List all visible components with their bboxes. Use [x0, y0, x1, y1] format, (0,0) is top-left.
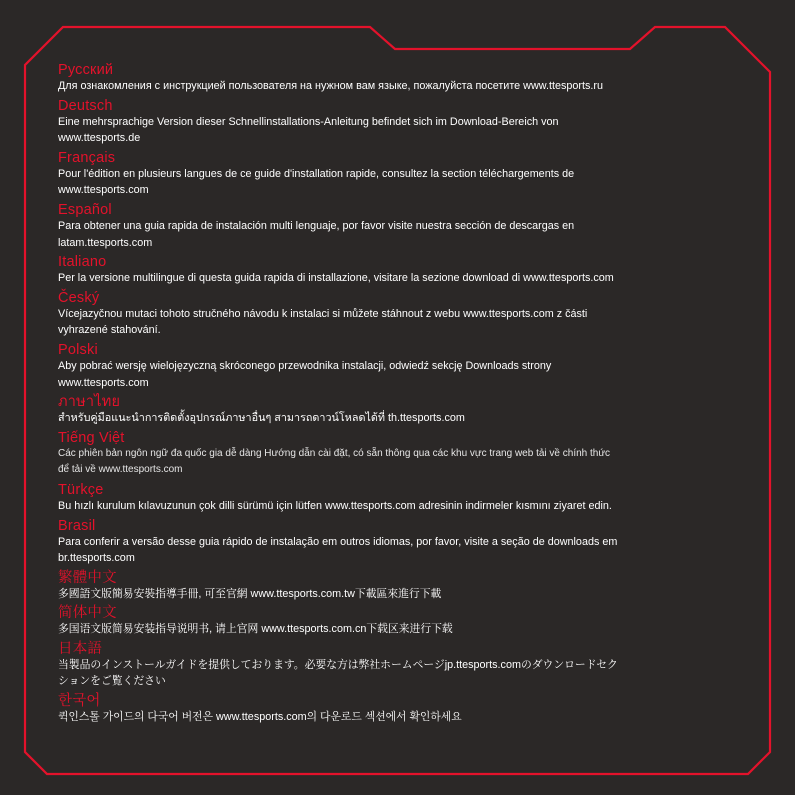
language-block-polish: [58, 342, 748, 394]
language-block-korean: [58, 693, 748, 729]
language-description: Per la versione multilingue di questa guida rapida di installazione, visitare la sezione download di www.ttesports.com: [58, 272, 614, 285]
language-heading: Brasil: [58, 517, 96, 534]
language-description: Eine mehrsprachige Version dieser Schnellinstallations-Anleitung befindet sich im Download-Bereich von www.ttesports.de: [58, 115, 559, 145]
language-heading: Tiếng Việt: [58, 429, 125, 446]
language-description: 퀵인스톨 가이드의 다국어 버전은 www.ttesports.com의 다운로드 섹션에서 확인하세요: [58, 711, 462, 724]
language-block-french: [58, 150, 748, 202]
language-block-japanese: [58, 641, 748, 693]
language-block-brazilian: [58, 518, 748, 570]
language-description: 多国语文版简易安装指导说明书, 请上官网 www.ttesports.com.cn下载区来进行下载: [58, 623, 453, 636]
language-description: Aby pobrać wersję wielojęzyczną skróconego przewodnika instalacji, odwiedź sekcję Downloads strony www.ttesports.com: [58, 359, 552, 389]
language-block-russian: [58, 62, 748, 98]
language-block-italian: [58, 254, 748, 290]
language-description: 多國語文版簡易安裝指導手冊, 可至官網 www.ttesports.com.tw下載區來進行下載: [58, 587, 442, 600]
language-heading: 日本語: [58, 640, 103, 657]
language-block-turkish: [58, 482, 748, 518]
language-description: Para conferir a versão desse guia rápido de instalação em outros idiomas, por favor, visite a seção de downloads em br.ttesports.com: [58, 535, 618, 565]
language-heading: Italiano: [58, 254, 107, 271]
language-heading: Français: [58, 149, 116, 166]
language-block-thai: [58, 394, 748, 430]
language-heading: Polski: [58, 341, 98, 358]
language-heading: 한국어: [58, 693, 101, 710]
language-description: Các phiên bản ngôn ngữ đa quốc gia dễ dàng Hướng dẫn cài đặt, có sẵn thông qua các khu vực trang web tải về chính thức để tải về www.ttesports.com: [58, 447, 611, 476]
language-description: Vícejazyčnou mutaci tohoto stručného návodu k instalaci si můžete stáhnout z webu www.ttesports.com z části vyhrazené stahování.: [58, 307, 588, 337]
language-block-spanish: [58, 202, 748, 254]
language-heading: Deutsch: [58, 97, 113, 114]
language-heading: ภาษาไทย: [58, 394, 121, 411]
language-block-czech: [58, 290, 748, 342]
language-description: Для ознакомления с инструкцией пользователя на нужном вам языке, пожалуйста посетите www.ttesports.ru: [58, 80, 603, 92]
language-description: สำหรับคู่มือแนะนำการติดตั้งอุปกรณ์ภาษาอื่นๆ สามารถดาวน์โหลดได้ที่ th.ttesports.com: [58, 412, 465, 425]
language-block-simplified-chinese: [58, 605, 748, 641]
language-heading: 简体中文: [58, 605, 117, 622]
language-heading: Český: [58, 289, 100, 306]
language-heading: Español: [58, 201, 112, 218]
language-heading: Türkçe: [58, 481, 104, 498]
language-block-traditional-chinese: [58, 570, 748, 606]
language-description: Pour l'édition en plusieurs langues de ce guide d'installation rapide, consultez la section téléchargements de www.ttesports.com: [58, 167, 575, 197]
language-description: Bu hızlı kurulum kılavuzunun çok dilli sürümü için lütfen www.ttesports.com adresinin indirmeler kısmını ziyaret edin.: [58, 499, 612, 512]
language-description: Para obtener una guia rapida de instalación multi lenguaje, por favor visite nuestra sección de descargas en latam.ttesports.com: [58, 219, 575, 249]
language-block-german: [58, 98, 748, 150]
language-description: 当製品のインストールガイドを提供しております。必要な方は弊社ホームページjp.ttesports.comのダウンロードセク ションをご覧ください: [58, 658, 618, 688]
language-heading: Русский: [58, 62, 114, 78]
language-heading: 繁體中文: [58, 569, 117, 586]
language-list: [58, 62, 748, 729]
language-block-vietnamese: [58, 430, 748, 482]
